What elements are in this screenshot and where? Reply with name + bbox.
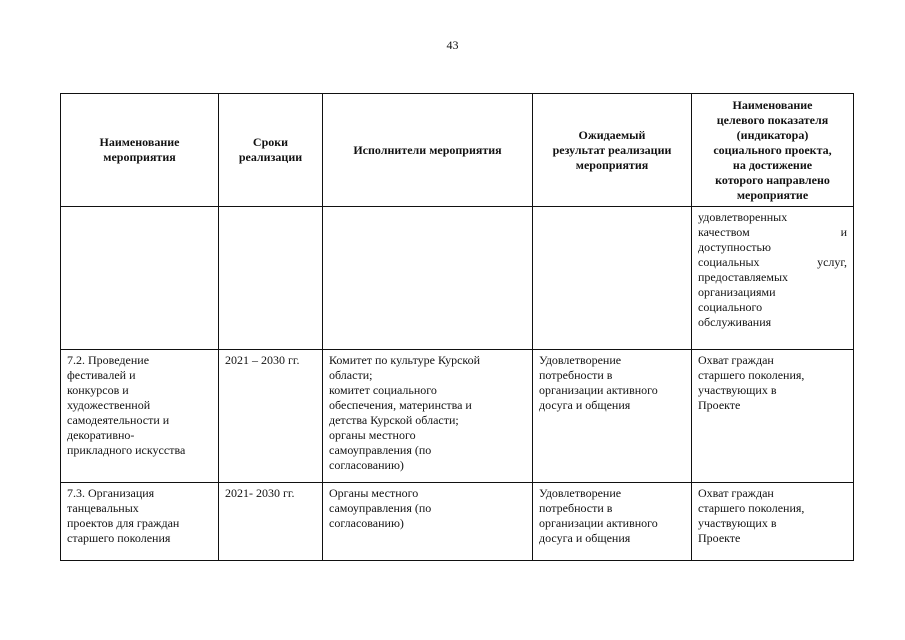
header-measure-name: Наименование мероприятия — [61, 94, 219, 207]
table-row-continuation — [61, 207, 854, 350]
continuation-line-5: предоставляемых организациями социального обслуживания — [698, 270, 789, 329]
continuation-cell-indicator — [692, 207, 854, 350]
continuation-line-4-right: услуг, — [817, 255, 847, 269]
table-header-row — [61, 94, 854, 207]
row-7-2-name: 7.2. Проведение фестивалей и конкурсов и художественной самодеятельности и декоративно- прикладного искусства — [61, 350, 219, 483]
row-7-3-executors: Органы местного самоуправления (по согласованию) — [323, 483, 533, 561]
row-7-3-name: 7.3. Организация танцевальных проектов для граждан старшего поколения — [61, 483, 219, 561]
continuation-cell-result — [533, 207, 692, 350]
continuation-line-2-left: качеством — [698, 225, 750, 239]
continuation-line-3: доступностью — [698, 240, 771, 254]
continuation-line-4 — [698, 255, 847, 270]
row-7-2-period: 2021 – 2030 гг. — [219, 350, 323, 483]
continuation-line-1: удовлетворенных — [698, 210, 788, 224]
continuation-cell-name — [61, 207, 219, 350]
row-7-2-executors: Комитет по культуре Курской области; комитет социального обеспечения, материнства и детства Курской области; органы местного самоуправления (по согласованию) — [323, 350, 533, 483]
row-7-3-period: 2021- 2030 гг. — [219, 483, 323, 561]
page-number: 43 — [446, 38, 459, 52]
table-row — [61, 483, 854, 561]
table-row — [61, 350, 854, 483]
continuation-line-2 — [698, 225, 847, 240]
header-expected-result: Ожидаемый результат реализации мероприятия — [533, 94, 692, 207]
header-executors: Исполнители мероприятия — [323, 94, 533, 207]
row-7-3-indicator: Охват граждан старшего поколения, участвующих в Проекте — [692, 483, 854, 561]
continuation-cell-period — [219, 207, 323, 350]
measures-table — [60, 93, 854, 561]
row-7-2-result: Удовлетворение потребности в организации активного досуга и общения — [533, 350, 692, 483]
continuation-line-2-right: и — [840, 225, 847, 239]
continuation-line-4-left: социальных — [698, 255, 760, 269]
header-target-indicator: Наименование целевого показателя (индикатора) социального проекта, на достижение которого направлено мероприятие — [692, 94, 854, 207]
row-7-3-result: Удовлетворение потребности в организации активного досуга и общения — [533, 483, 692, 561]
row-7-2-indicator: Охват граждан старшего поколения, участвующих в Проекте — [692, 350, 854, 483]
header-period: Сроки реализации — [219, 94, 323, 207]
continuation-cell-executors — [323, 207, 533, 350]
